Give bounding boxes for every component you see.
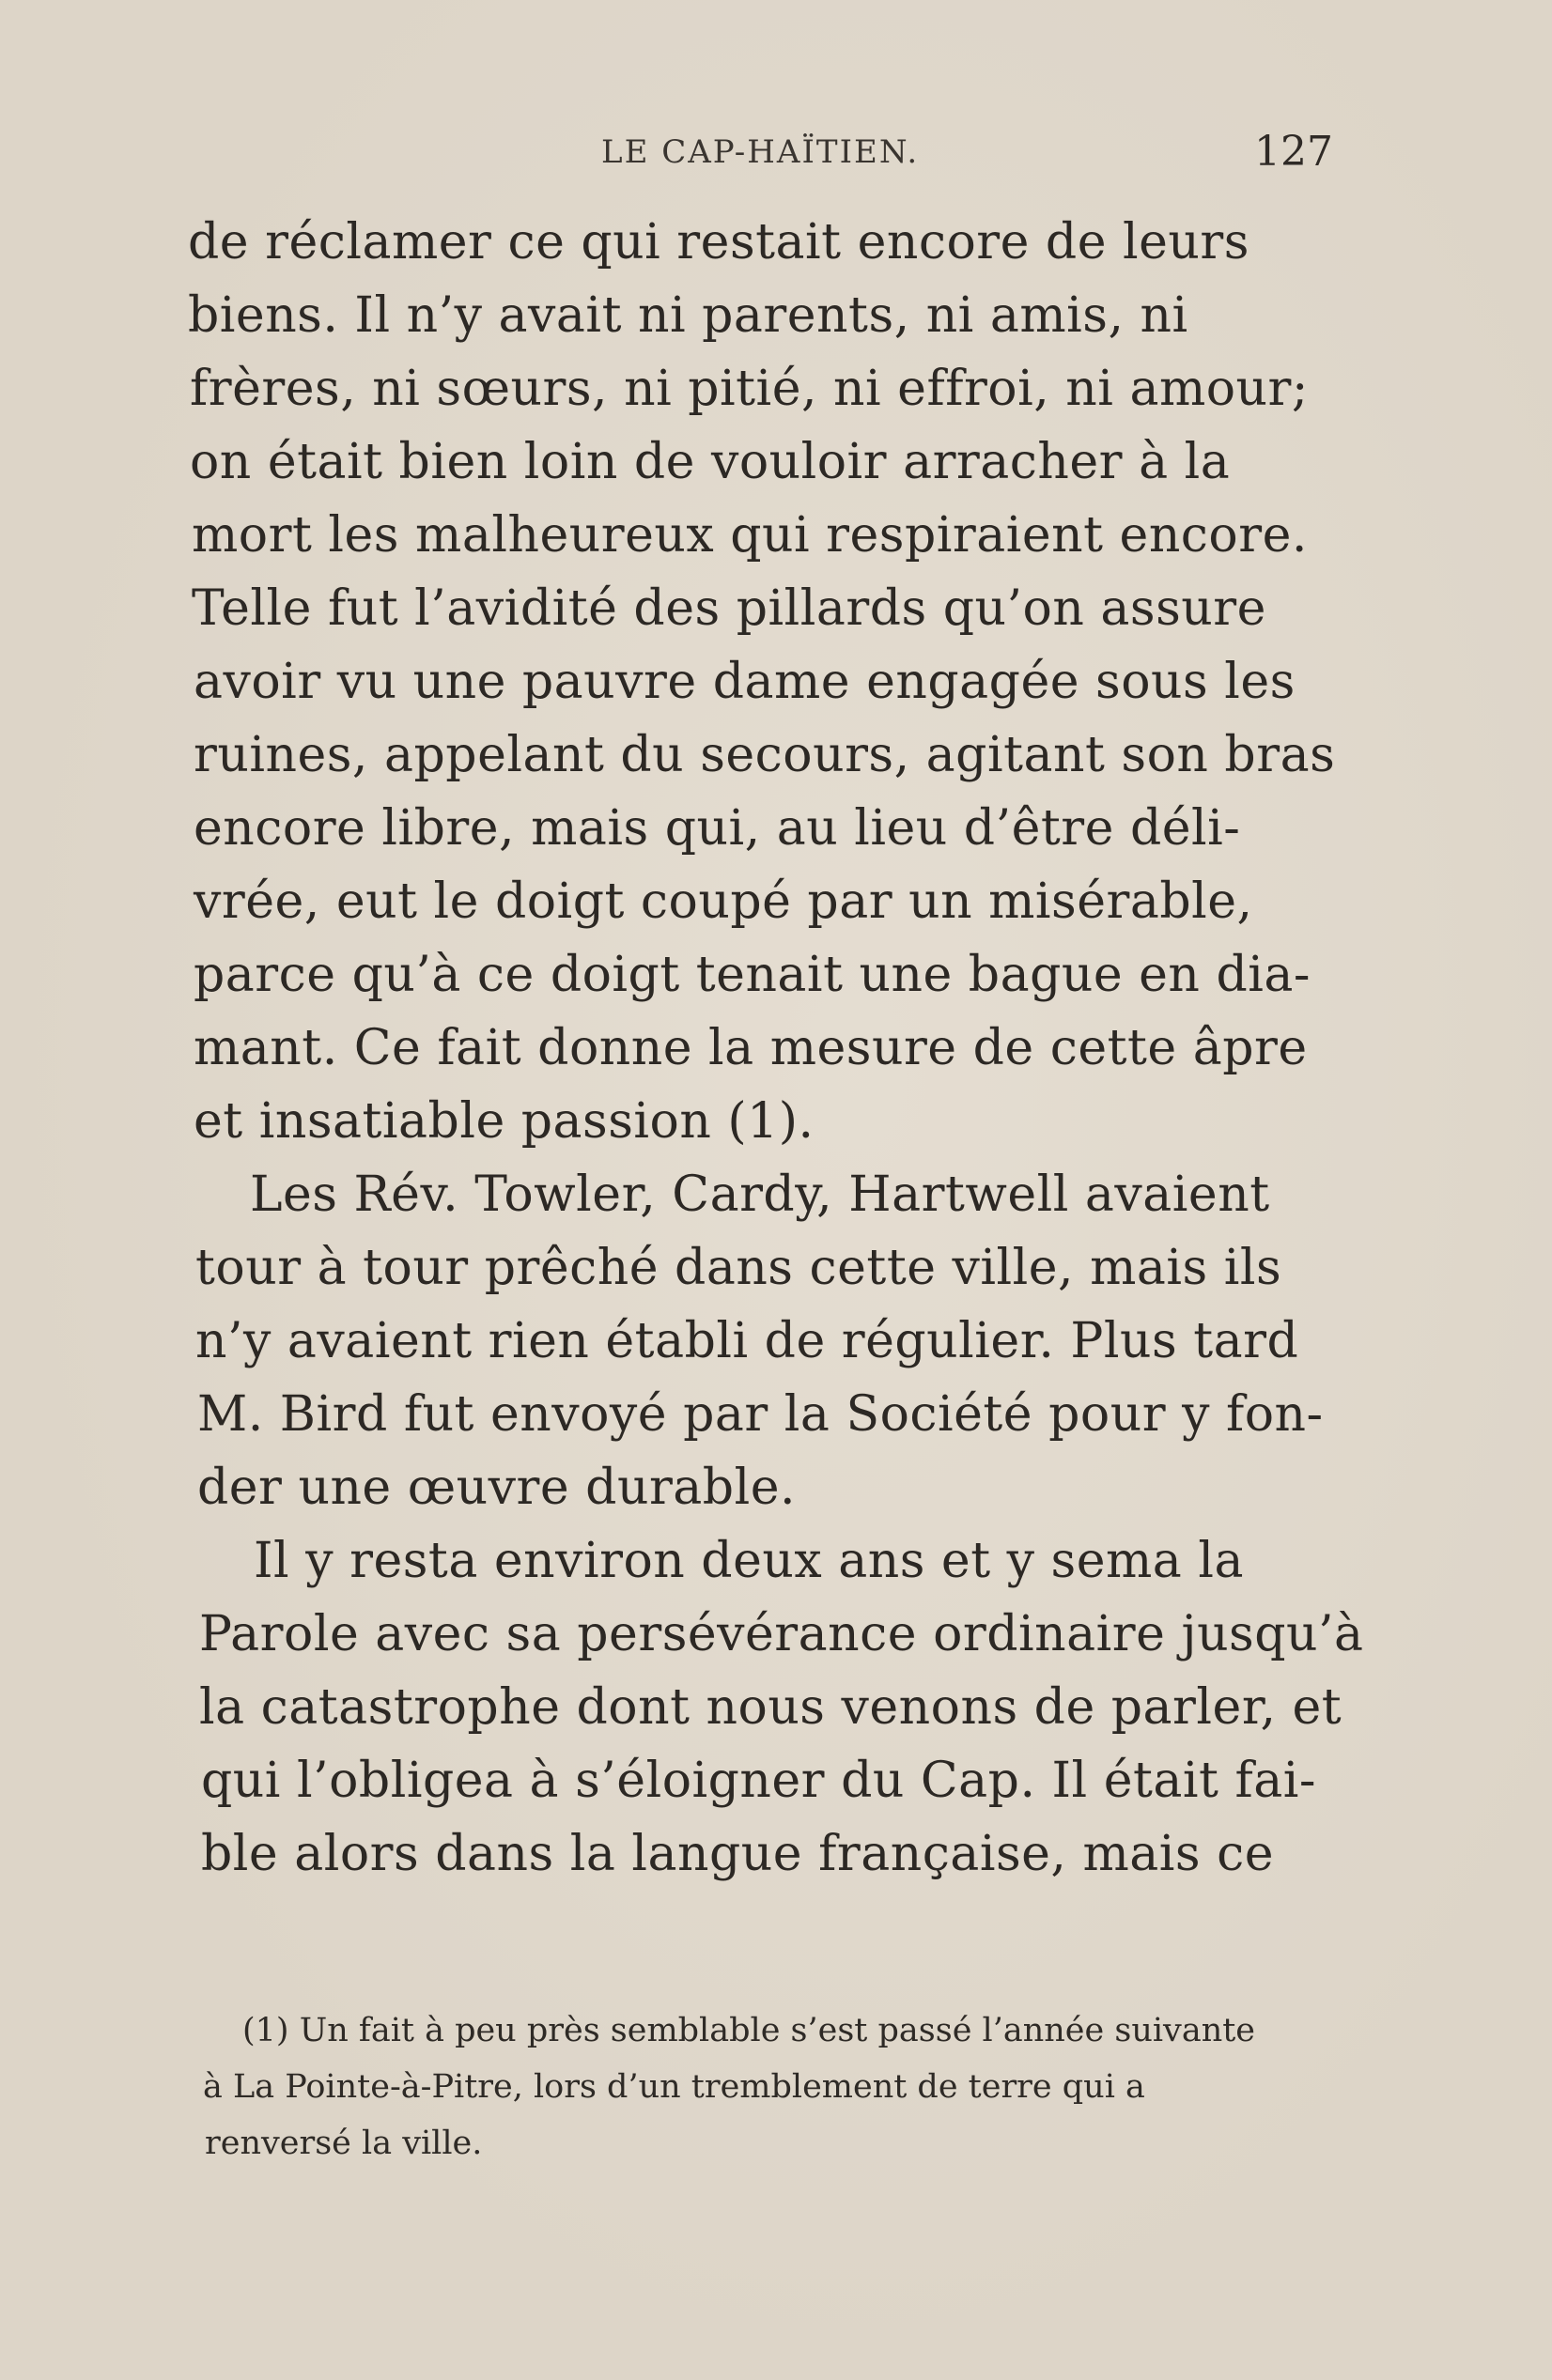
page-number: 127 <box>1254 128 1333 176</box>
body-line: der une œuvre durable. <box>197 1460 797 1516</box>
body-line: Telle fut l’avidité des pillards qu’on assure <box>192 580 1266 637</box>
body-line: encore libre, mais qui, au lieu d’être déli- <box>194 800 1241 857</box>
body-line: la catastrophe dont nous venons de parler, et <box>199 1679 1342 1736</box>
body-line: tour à tour prêché dans cette ville, mais ils <box>195 1240 1282 1296</box>
body-line: frères, ni sœurs, ni pitié, ni effroi, ni amour; <box>190 361 1309 417</box>
body-line: parce qu’à ce doigt tenait une bague en dia- <box>194 947 1311 1003</box>
running-title: LE CAP-HAÏTIEN. <box>601 133 920 171</box>
body-line: Il y resta environ deux ans et y sema la <box>254 1533 1244 1589</box>
body-line: Les Rév. Towler, Cardy, Hartwell avaient <box>250 1167 1270 1223</box>
body-line: mant. Ce fait donne la mesure de cette âpre <box>194 1020 1308 1076</box>
body-line: n’y avaient rien établi de régulier. Plus tard <box>195 1313 1299 1369</box>
body-line: mort les malheureux qui respiraient encore. <box>192 507 1308 564</box>
body-line: et insatiable passion (1). <box>194 1093 815 1150</box>
body-line: biens. Il n’y avait ni parents, ni amis, ni <box>188 287 1188 344</box>
footnote-line: (1) Un fait à peu près semblable s’est passé l’année suivante <box>242 2012 1256 2049</box>
body-line: ble alors dans la langue française, mais ce <box>201 1826 1275 1882</box>
body-line: qui l’obligea à s’éloigner du Cap. Il était fai- <box>201 1753 1316 1809</box>
body-line: avoir vu une pauvre dame engagée sous les <box>194 654 1296 710</box>
body-line: M. Bird fut envoyé par la Société pour y fon- <box>197 1386 1324 1443</box>
footnote-line: renversé la ville. <box>205 2125 483 2162</box>
body-line: de réclamer ce qui restait encore de leurs <box>188 214 1249 270</box>
body-line: vrée, eut le doigt coupé par un misérable, <box>194 873 1253 930</box>
body-line: on était bien loin de vouloir arracher à la <box>190 434 1231 490</box>
body-line: ruines, appelant du secours, agitant son bras <box>194 727 1336 783</box>
footnote-line: à La Pointe-à-Pitre, lors d’un tremblement de terre qui a <box>203 2068 1145 2106</box>
body-line: Parole avec sa persévérance ordinaire jusqu’à <box>199 1606 1364 1662</box>
